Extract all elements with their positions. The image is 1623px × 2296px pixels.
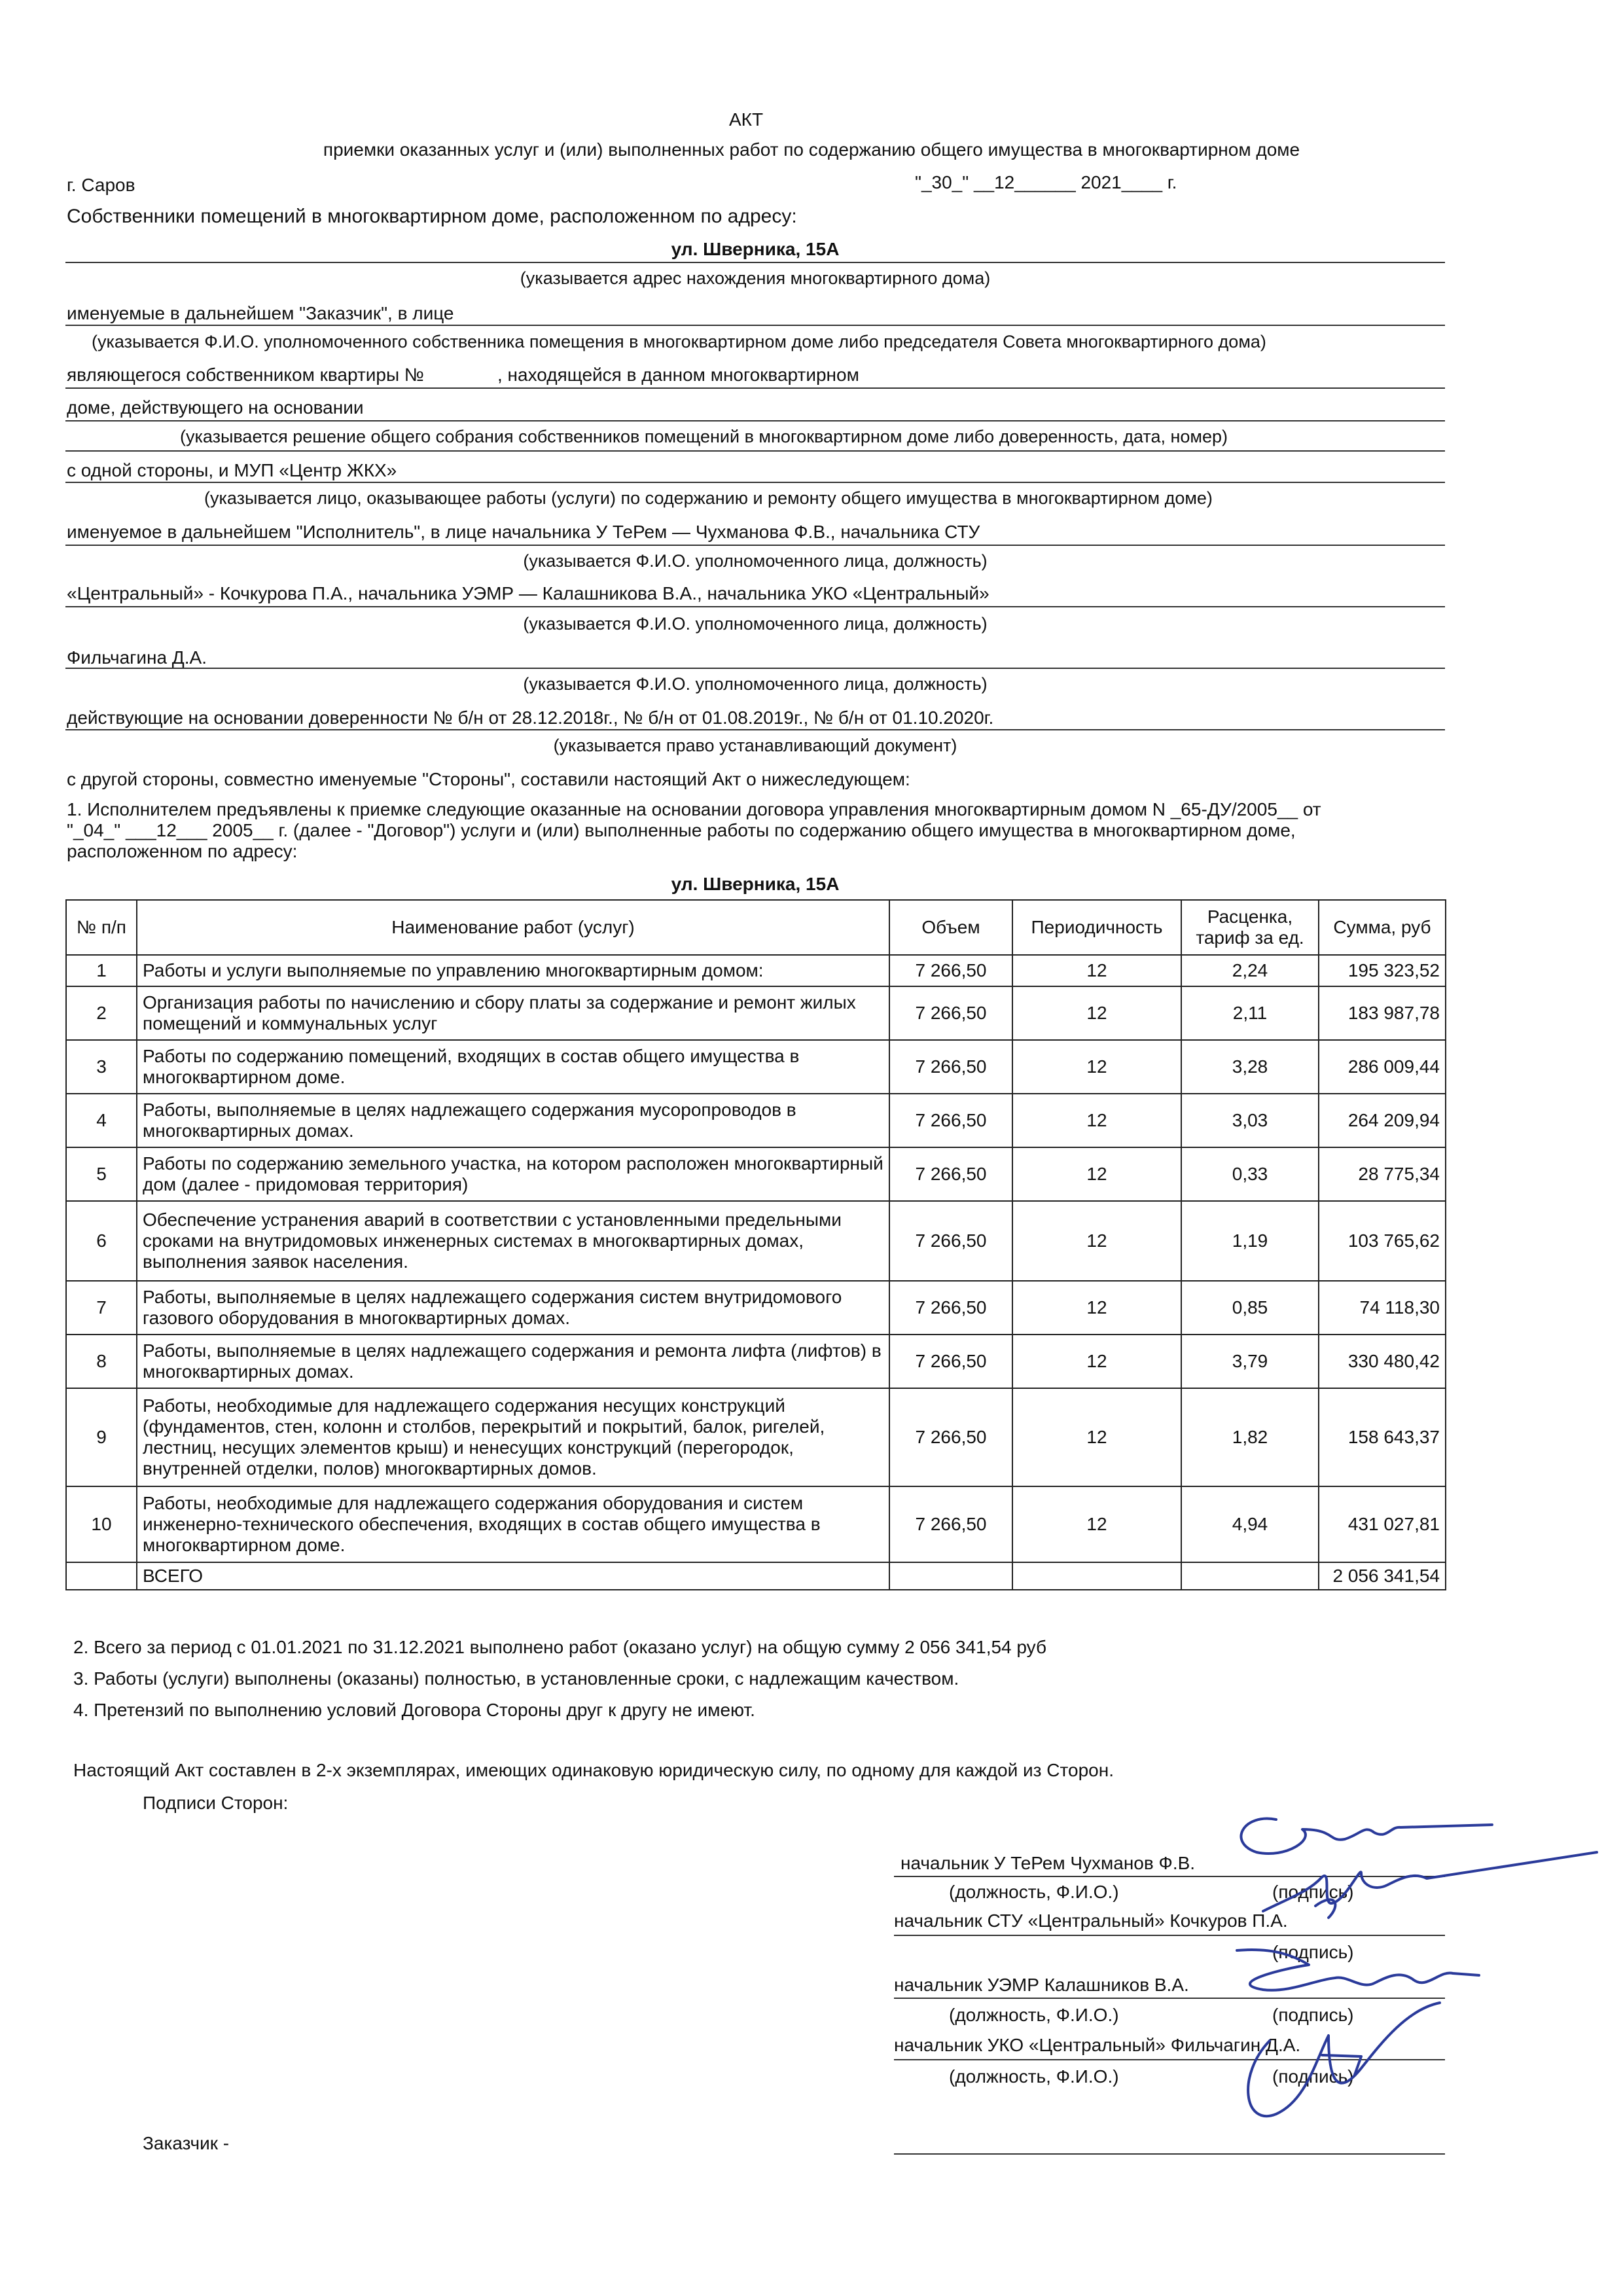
cell-num: 10: [66, 1486, 137, 1562]
cell-volume: 7 266,50: [889, 955, 1012, 986]
doc-date: "_30_" __12______ 2021____ г.: [915, 172, 1177, 192]
cell-volume: 7 266,50: [889, 1486, 1012, 1562]
cell-rate: 2,24: [1181, 955, 1319, 986]
signer-1: начальник У ТеРем Чухманов Ф.В.: [901, 1853, 1196, 1873]
cell-name: Работы по содержанию помещений, входящих в состав общего имущества в многоквартирном доме.: [137, 1040, 889, 1094]
underline: [65, 482, 1445, 483]
cell-volume: 7 266,50: [889, 1335, 1012, 1388]
cell-name: Обеспечение устранения аварий в соответствии с установленными предельными сроками на внутридомовых инженерных системах в многоквартирных домах, выполнения заявок населения.: [137, 1201, 889, 1281]
person-hint: (указывается Ф.И.О. уполномоченного лица, должность): [523, 551, 988, 571]
cell-sum: 74 118,30: [1319, 1281, 1446, 1335]
clause-2: 2. Всего за период с 01.01.2021 по 31.12.2021 выполнено работ (оказано услуг) на общую сумму 2 056 341,54 руб: [73, 1637, 1047, 1657]
signer-2: начальник СТУ «Центральный» Кочкуров П.А.: [894, 1910, 1288, 1931]
role-hint: (должность, Ф.И.О.): [949, 2066, 1119, 2087]
cell-rate: 2,11: [1181, 986, 1319, 1040]
cell-num: 5: [66, 1147, 137, 1201]
executor-line: именуемое в дальнейшем "Исполнитель", в лице начальника У ТеРем — Чухманова Ф.В., начальника СТУ: [67, 522, 980, 542]
clause-1-line-2: "_04_" ___12___ 2005__ г. (далее - "Договор") услуги и (или) выполненные работы по содержанию общего имущества в многоквартирном доме,: [67, 820, 1296, 840]
cell-volume: 7 266,50: [889, 1040, 1012, 1094]
cell-sum: 286 009,44: [1319, 1040, 1446, 1094]
cell-sum: 103 765,62: [1319, 1201, 1446, 1281]
signature-1-stroke: [1241, 1819, 1492, 1854]
cell-num: 6: [66, 1201, 137, 1281]
table-row: [66, 1147, 1446, 1201]
cell-empty: [66, 1562, 137, 1590]
clause-4: 4. Претензий по выполнению условий Договора Стороны друг к другу не имеют.: [73, 1700, 755, 1720]
sign-hint: (подпись): [1272, 1882, 1354, 1902]
basis-line: доме, действующего на основании: [67, 397, 364, 418]
table-address: ул. Шверника, 15А: [671, 874, 840, 894]
customer-hint: (указывается Ф.И.О. уполномоченного собственника помещения в многоквартирном доме либо председателя Совета многоквартирного дома): [92, 332, 1266, 351]
cell-periodicity: 12: [1012, 1147, 1181, 1201]
works-table: [65, 899, 1446, 1590]
underline: [65, 325, 1445, 326]
cell-periodicity: 12: [1012, 1281, 1181, 1335]
cell-periodicity: 12: [1012, 1388, 1181, 1486]
power-line: действующие на основании доверенности № б/н от 28.12.2018г., № б/н от 01.08.2019г., № б/н от 01.10.2020г.: [67, 708, 994, 728]
underline: [65, 262, 1445, 263]
col-header-volume: Объем: [889, 900, 1012, 955]
customer-line: именуемые в дальнейшем "Заказчик", в лице: [67, 303, 454, 323]
executor-line-2: «Центральный» - Кочкурова П.А., начальника УЭМР — Калашникова В.А., начальника УКО «Центральный»: [67, 583, 990, 603]
cell-empty: [1181, 1562, 1319, 1590]
cell-num: 9: [66, 1388, 137, 1486]
other-side: с другой стороны, совместно именуемые "Стороны", составили настоящий Акт о нижеследующем:: [67, 769, 910, 789]
cell-num: 4: [66, 1094, 137, 1147]
cell-name: Работы, выполняемые в целях надлежащего содержания систем внутридомового газового оборудования в многоквартирных домах.: [137, 1281, 889, 1335]
total-sum: 2 056 341,54: [1319, 1562, 1446, 1590]
col-header-name: Наименование работ (услуг): [137, 900, 889, 955]
power-hint: (указывается право устанавливающий документ): [553, 736, 957, 755]
cell-sum: 195 323,52: [1319, 955, 1446, 986]
cell-name: Работы, выполняемые в целях надлежащего содержания мусоропроводов в многоквартирных домах.: [137, 1094, 889, 1147]
table-row: [66, 986, 1446, 1040]
cell-periodicity: 12: [1012, 1201, 1181, 1281]
underline: [65, 450, 1445, 452]
table-row: [66, 1281, 1446, 1335]
cell-rate: 4,94: [1181, 1486, 1319, 1562]
owner-apt-line: являющегося собственником квартиры №: [67, 365, 424, 385]
signature-2-stroke: [1263, 1852, 1597, 1911]
table-row: [66, 955, 1446, 986]
table-header-row: [66, 900, 1446, 955]
basis-hint: (указывается решение общего собрания собственников помещений в многоквартирном доме либо доверенность, дата, номер): [180, 427, 1228, 446]
total-label: ВСЕГО: [137, 1562, 889, 1590]
cell-rate: 0,33: [1181, 1147, 1319, 1201]
col-header-num: № п/п: [66, 900, 137, 955]
underline: [65, 729, 1445, 730]
cell-rate: 3,79: [1181, 1335, 1319, 1388]
executor-line-3: Фильчагина Д.А.: [67, 647, 207, 668]
cell-sum: 28 775,34: [1319, 1147, 1446, 1201]
cell-empty: [1012, 1562, 1181, 1590]
cell-num: 8: [66, 1335, 137, 1388]
underline: [65, 420, 1445, 422]
cell-sum: 183 987,78: [1319, 986, 1446, 1040]
cell-volume: 7 266,50: [889, 1201, 1012, 1281]
cell-num: 3: [66, 1040, 137, 1094]
cell-volume: 7 266,50: [889, 1147, 1012, 1201]
table-row: [66, 1094, 1446, 1147]
table-row: [66, 1201, 1446, 1281]
col-header-rate: Расценка, тариф за ед.: [1181, 900, 1319, 955]
person-hint: (указывается Ф.И.О. уполномоченного лица, должность): [523, 674, 988, 694]
address-hint: (указывается адрес нахождения многоквартирного дома): [520, 268, 991, 288]
cell-volume: 7 266,50: [889, 1388, 1012, 1486]
contractor-hint: (указывается лицо, оказывающее работы (услуги) по содержанию и ремонту общего имущества в многоквартирном доме): [204, 488, 1213, 508]
handwritten-signatures: [1165, 1793, 1623, 2160]
cell-periodicity: 12: [1012, 1040, 1181, 1094]
cell-volume: 7 266,50: [889, 1094, 1012, 1147]
role-hint: (должность, Ф.И.О.): [949, 2005, 1119, 2025]
cell-rate: 3,03: [1181, 1094, 1319, 1147]
customer-label: Заказчик -: [143, 2133, 230, 2153]
table-total-row: [66, 1562, 1446, 1590]
table-row: [66, 1335, 1446, 1388]
sign-hint: (подпись): [1272, 2066, 1354, 2087]
col-header-sum: Сумма, руб: [1319, 900, 1446, 955]
role-hint: (должность, Ф.И.О.): [949, 1882, 1119, 1902]
cell-sum: 431 027,81: [1319, 1486, 1446, 1562]
cell-sum: 264 209,94: [1319, 1094, 1446, 1147]
clause-3: 3. Работы (услуги) выполнены (оказаны) полностью, в установленные сроки, с надлежащим качеством.: [73, 1668, 959, 1689]
cell-rate: 1,19: [1181, 1201, 1319, 1281]
cell-name: Работы по содержанию земельного участка, на котором расположен многоквартирный дом (далее - придомовая территория): [137, 1147, 889, 1201]
signer-4: начальник УКО «Центральный» Фильчагин Д.А.: [894, 2035, 1301, 2055]
underline: [65, 668, 1445, 669]
cell-sum: 330 480,42: [1319, 1335, 1446, 1388]
cell-sum: 158 643,37: [1319, 1388, 1446, 1486]
cell-name: Работы, необходимые для надлежащего содержания оборудования и систем инженерно-технического обеспечения, входящих в состав общего имущества в многоквартирном доме.: [137, 1486, 889, 1562]
address: ул. Шверника, 15А: [671, 239, 840, 259]
cell-empty: [889, 1562, 1012, 1590]
cell-periodicity: 12: [1012, 1486, 1181, 1562]
cell-rate: 1,82: [1181, 1388, 1319, 1486]
cell-rate: 3,28: [1181, 1040, 1319, 1094]
underline: [65, 545, 1445, 546]
owners-line: Собственники помещений в многоквартирном доме, расположенном по адресу:: [67, 206, 797, 227]
cell-name: Работы, необходимые для надлежащего содержания несущих конструкций (фундаментов, стен, колонн и столбов, перекрытий и покрытий, балок, ригелей, лестниц, несущих элементов крыш) и ненесущих конструкций (перегородок, внутренней отделки, полов) многоквартирных домов.: [137, 1388, 889, 1486]
doc-subtitle: приемки оказанных услуг и (или) выполненных работ по содержанию общего имущества в многоквартирном доме: [323, 139, 1300, 160]
col-header-periodicity: Периодичность: [1012, 900, 1181, 955]
signature-3-stroke: [1237, 1950, 1479, 1990]
underline: [65, 606, 1445, 607]
signer-3: начальник УЭМР Калашников В.А.: [894, 1975, 1189, 1995]
cell-name: Работы, выполняемые в целях надлежащего содержания и ремонта лифта (лифтов) в многоквартирных домах.: [137, 1335, 889, 1388]
cell-rate: 0,85: [1181, 1281, 1319, 1335]
copies-note: Настоящий Акт составлен в 2-х экземплярах, имеющих одинаковую юридическую силу, по одному для каждой из Сторон.: [73, 1760, 1114, 1780]
table-row: [66, 1040, 1446, 1094]
cell-name: Организация работы по начислению и сбору платы за содержание и ремонт жилых помещений и коммунальных услуг: [137, 986, 889, 1040]
signature-4-stroke: [1322, 2055, 1361, 2075]
cell-num: 2: [66, 986, 137, 1040]
cell-name: Работы и услуги выполняемые по управлению многоквартирным домом:: [137, 955, 889, 986]
person-hint: (указывается Ф.И.О. уполномоченного лица, должность): [523, 614, 988, 634]
cell-num: 1: [66, 955, 137, 986]
signatures-heading: Подписи Сторон:: [143, 1793, 289, 1813]
table-row: [66, 1388, 1446, 1486]
cell-periodicity: 12: [1012, 1335, 1181, 1388]
cell-periodicity: 12: [1012, 986, 1181, 1040]
underline: [65, 387, 1445, 389]
cell-num: 7: [66, 1281, 137, 1335]
owner-apt-line-2: , находящейся в данном многоквартирном: [497, 365, 859, 385]
sign-hint: (подпись): [1272, 1942, 1354, 1962]
sign-hint: (подпись): [1272, 2005, 1354, 2025]
city: г. Саров: [67, 175, 135, 195]
doc-title: АКТ: [728, 109, 764, 130]
table-row: [66, 1486, 1446, 1562]
cell-periodicity: 12: [1012, 1094, 1181, 1147]
cell-periodicity: 12: [1012, 955, 1181, 986]
side-one: с одной стороны, и МУП «Центр ЖКХ»: [67, 460, 397, 480]
cell-volume: 7 266,50: [889, 1281, 1012, 1335]
signature-4-stroke: [1248, 2003, 1440, 2116]
clause-1-line-3: расположенном по адресу:: [67, 841, 298, 861]
cell-volume: 7 266,50: [889, 986, 1012, 1040]
clause-1-line-1: 1. Исполнителем предъявлены к приемке следующие оказанные на основании договора управления многоквартирным домом N _65-ДУ/2005__ от: [67, 799, 1321, 819]
